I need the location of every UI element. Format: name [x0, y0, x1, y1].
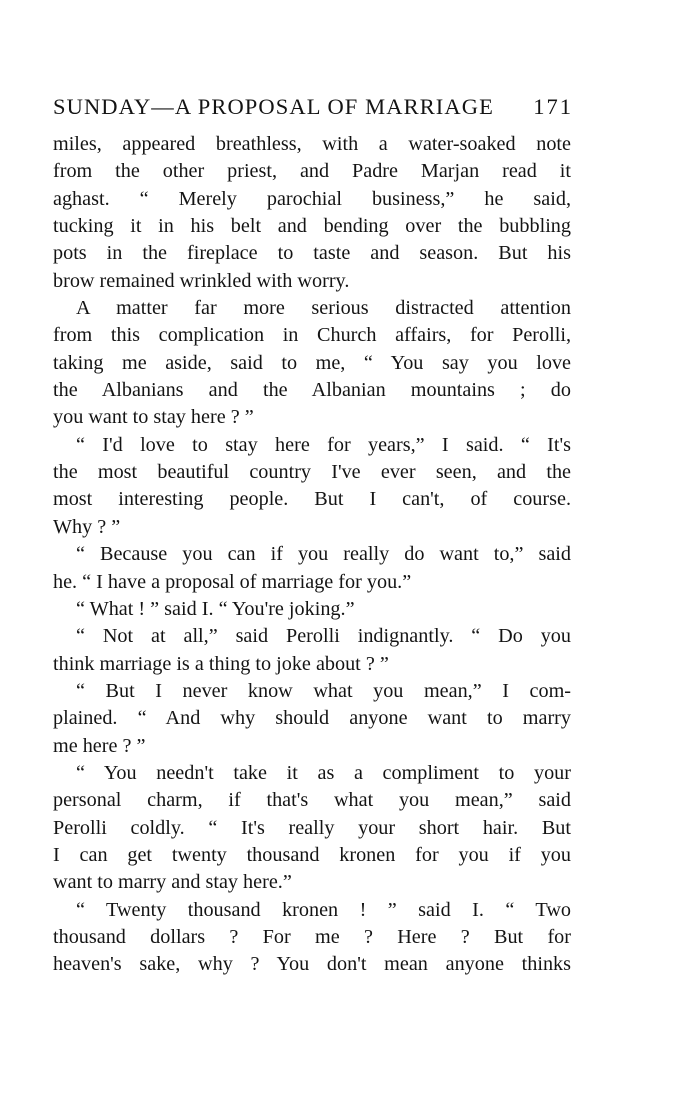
body-text [53, 131, 571, 979]
text-line: “ Not at all,” said Perolli indignantly. “ Do you [76, 625, 571, 648]
running-head [53, 90, 573, 124]
text-line: from this complication in Church affairs, for Perolli, [53, 324, 571, 347]
text-line: thousand dollars ? For me ? Here ? But for [53, 925, 571, 948]
text-line: personal charm, if that's what you mean,” said [53, 789, 571, 812]
text-line: Perolli coldly. “ It's really your short hair. But [53, 816, 571, 839]
text-line: brow remained wrinkled with worry. [53, 269, 350, 292]
text-line: the most beautiful country I've ever seen, and the [53, 461, 571, 484]
text-line: from the other priest, and Padre Marjan read it [53, 160, 571, 183]
text-line: “ What ! ” said I. “ You're joking.” [76, 597, 355, 620]
text-line: you want to stay here ? ” [53, 406, 254, 429]
text-line: A matter far more serious distracted attention [76, 297, 571, 320]
text-line: want to marry and stay here.” [53, 871, 292, 894]
text-line: “ You needn't take it as a compliment to your [76, 761, 571, 784]
text-line: me here ? ” [53, 734, 146, 757]
text-line: “ Twenty thousand kronen ! ” said I. “ Two [76, 898, 571, 921]
text-line: “ Because you can if you really do want to,” said [76, 543, 571, 566]
text-line: Why ? ” [53, 515, 121, 538]
text-line: most interesting people. But I can't, of course. [53, 488, 571, 511]
running-title: SUNDAY—A PROPOSAL OF MARRIAGE [53, 94, 494, 119]
text-line: plained. “ And why should anyone want to marry [53, 707, 571, 730]
text-line: pots in the fireplace to taste and season. But his [53, 242, 571, 265]
text-line: the Albanians and the Albanian mountains ; do [53, 379, 571, 402]
text-line: aghast. “ Merely parochial business,” he said, [53, 187, 571, 210]
text-line: think marriage is a thing to joke about ? ” [53, 652, 389, 675]
text-line: I can get twenty thousand kronen for you if you [53, 843, 571, 866]
text-line: “ I'd love to stay here for years,” I said. “ It's [76, 433, 571, 456]
text-line: miles, appeared breathless, with a water-soaked note [53, 133, 571, 155]
text-line: taking me aside, said to me, “ You say you love [53, 351, 571, 374]
text-line: heaven's sake, why ? You don't mean anyone thinks [53, 953, 571, 976]
text-line: “ But I never know what you mean,” I com- [76, 679, 571, 702]
page-number: 171 [533, 94, 573, 119]
text-line: he. “ I have a proposal of marriage for you.” [53, 570, 412, 593]
text-line: tucking it in his belt and bending over the bubbling [53, 215, 571, 238]
